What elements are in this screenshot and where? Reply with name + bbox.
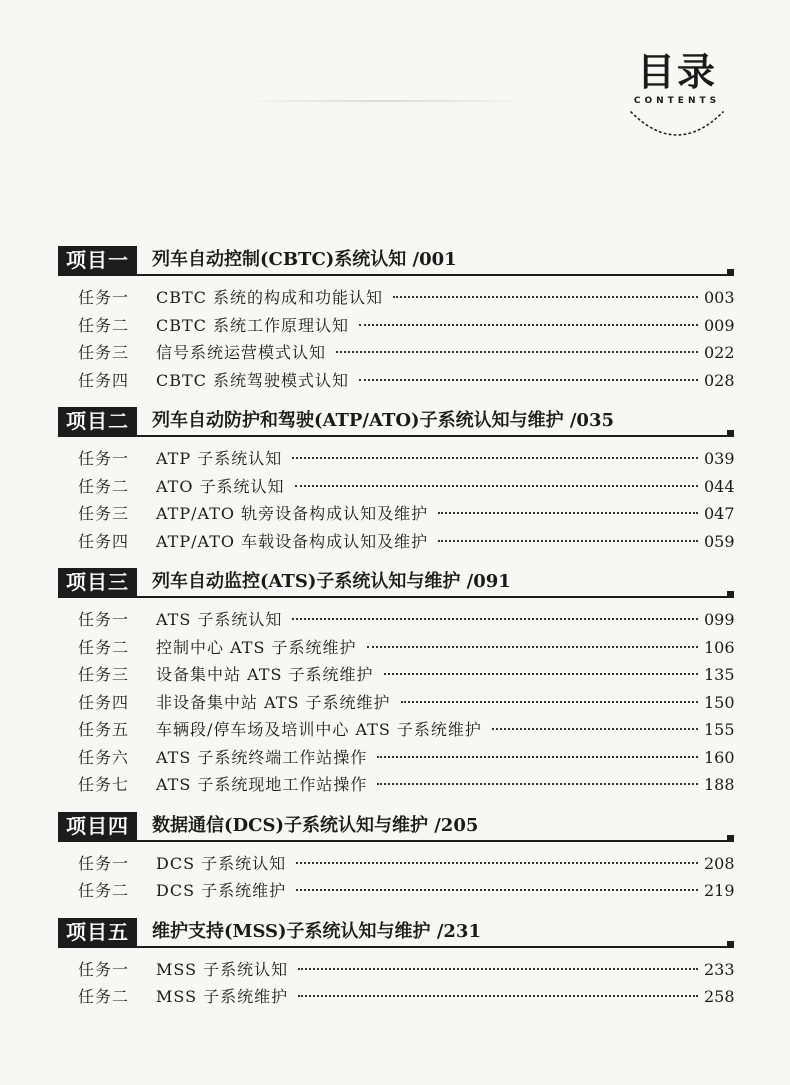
project-title: 列车自动监控(ATS)子系统认知与维护 /091 (152, 571, 511, 592)
project-tag: 项目五 (58, 918, 137, 946)
task-title: 车辆段/停车场及培训中心 ATS 子系统维护 (156, 720, 482, 739)
task-number: 任务六 (78, 747, 130, 767)
task-title: ATS 子系统现地工作站操作 (156, 775, 368, 794)
project-title: 列车自动控制(CBTC)系统认知 /001 (152, 249, 457, 270)
task-number: 任务七 (78, 775, 130, 794)
page-number: 003 (704, 288, 735, 307)
table-of-contents (58, 242, 734, 1020)
task-number: 任务四 (78, 692, 130, 712)
project-rule (58, 840, 734, 842)
task-number: 任务四 (78, 531, 130, 551)
dotted-arc-ornament (627, 108, 727, 142)
dot-leader (401, 701, 699, 703)
dot-leader (438, 540, 698, 542)
project-tag: 项目三 (58, 568, 137, 596)
page-number: 155 (704, 720, 735, 739)
dot-leader (359, 379, 698, 381)
page-number: 022 (704, 343, 735, 362)
task-number: 任务二 (78, 881, 130, 900)
task-entry[interactable] (58, 850, 734, 878)
task-entry[interactable] (58, 983, 734, 1011)
task-title: 信号系统运营模式认知 (156, 343, 327, 362)
task-entry[interactable] (58, 473, 734, 501)
task-title: CBTC 系统工作原理认知 (156, 315, 350, 335)
page-number: 188 (704, 775, 735, 794)
task-entry[interactable] (58, 877, 734, 905)
task-list (58, 956, 734, 1011)
task-number: 任务二 (78, 476, 130, 496)
dot-leader (359, 324, 698, 326)
task-title: ATP/ATO 车载设备构成认知及维护 (156, 531, 429, 551)
page-number: 208 (704, 853, 735, 873)
task-title: DCS 子系统认知 (156, 853, 287, 873)
page-number: 106 (704, 637, 735, 657)
rule-end-square (727, 269, 734, 276)
page-number: 219 (704, 881, 735, 900)
task-number: 任务四 (78, 370, 130, 390)
page-number: 044 (704, 476, 735, 496)
page-number: 160 (704, 747, 735, 767)
dot-leader (377, 756, 698, 758)
dot-leader (438, 512, 698, 514)
task-entry[interactable] (58, 445, 734, 473)
task-number: 任务三 (78, 504, 130, 523)
dot-leader (295, 485, 698, 487)
task-list (58, 606, 734, 799)
page-number: 047 (704, 504, 735, 523)
task-title: 设备集中站 ATS 子系统维护 (156, 665, 374, 684)
dot-leader (296, 889, 698, 891)
task-number: 任务一 (78, 288, 130, 307)
task-title: ATS 子系统认知 (156, 610, 283, 629)
task-title: DCS 子系统维护 (156, 881, 287, 900)
page-subtitle: CONTENTS (633, 96, 721, 106)
project-rule (58, 435, 734, 437)
task-entry[interactable] (58, 528, 734, 556)
project-tag: 项目一 (58, 246, 137, 274)
task-entry[interactable] (58, 744, 734, 772)
project-title: 维护支持(MSS)子系统认知与维护 /231 (152, 920, 481, 942)
task-number: 任务二 (78, 315, 130, 335)
task-title: ATP 子系统认知 (156, 449, 283, 468)
task-list (58, 284, 734, 394)
task-entry[interactable] (58, 606, 734, 634)
task-title: ATO 子系统认知 (156, 476, 285, 496)
project-heading[interactable] (58, 564, 734, 598)
task-number: 任务一 (78, 449, 130, 468)
contents-header (622, 50, 732, 142)
dot-leader (292, 618, 698, 620)
task-number: 任务一 (78, 853, 130, 873)
project-tag: 项目二 (58, 407, 137, 435)
task-list (58, 850, 734, 905)
page-number: 059 (704, 531, 735, 551)
task-entry[interactable] (58, 716, 734, 744)
task-number: 任务三 (78, 343, 130, 362)
task-entry[interactable] (58, 956, 734, 984)
page-title: 目录 (636, 49, 717, 94)
dot-leader (296, 862, 698, 864)
task-entry[interactable] (58, 634, 734, 662)
dot-leader (298, 968, 698, 970)
dot-leader (492, 728, 698, 730)
task-entry[interactable] (58, 312, 734, 340)
task-number: 任务二 (78, 987, 130, 1006)
project-heading[interactable] (58, 403, 734, 437)
task-entry[interactable] (58, 500, 734, 528)
scan-artifact (240, 100, 530, 102)
task-title: CBTC 系统的构成和功能认知 (156, 288, 384, 307)
task-title: ATP/ATO 轨旁设备构成认知及维护 (156, 504, 429, 523)
rule-end-square (727, 430, 734, 437)
page-number: 009 (704, 315, 735, 335)
page-number: 135 (704, 665, 735, 684)
project-rule (58, 946, 734, 948)
page-number: 233 (704, 959, 735, 979)
page-number: 028 (704, 370, 735, 390)
dot-leader (336, 351, 698, 353)
task-entry[interactable] (58, 284, 734, 312)
page-number: 150 (704, 692, 735, 712)
rule-end-square (727, 941, 734, 948)
task-title: MSS 子系统维护 (156, 987, 289, 1006)
dot-leader (298, 995, 698, 997)
task-title: CBTC 系统驾驶模式认知 (156, 370, 350, 390)
dot-leader (377, 783, 698, 785)
task-number: 任务三 (78, 665, 130, 684)
project-heading[interactable] (58, 914, 734, 948)
dot-leader (292, 457, 698, 459)
task-entry[interactable] (58, 771, 734, 799)
task-number: 任务一 (78, 959, 130, 979)
project-title: 列车自动防护和驾驶(ATP/ATO)子系统认知与维护 /035 (152, 410, 614, 431)
task-title: ATS 子系统终端工作站操作 (156, 747, 368, 767)
page-number: 258 (704, 987, 735, 1006)
project-tag: 项目四 (58, 812, 137, 840)
page-number: 039 (704, 449, 735, 468)
task-list (58, 445, 734, 555)
project-heading[interactable] (58, 808, 734, 842)
task-entry[interactable] (58, 367, 734, 395)
task-title: 控制中心 ATS 子系统维护 (156, 637, 357, 657)
task-number: 任务二 (78, 637, 130, 657)
rule-end-square (727, 591, 734, 598)
page-number: 099 (704, 610, 735, 629)
task-number: 任务五 (78, 720, 130, 739)
task-entry[interactable] (58, 339, 734, 367)
task-title: MSS 子系统认知 (156, 959, 289, 979)
project-rule (58, 274, 734, 276)
rule-end-square (727, 835, 734, 842)
task-title: 非设备集中站 ATS 子系统维护 (156, 692, 391, 712)
dot-leader (393, 296, 698, 298)
task-entry[interactable] (58, 689, 734, 717)
project-rule (58, 596, 734, 598)
project-heading[interactable] (58, 242, 734, 276)
project-title: 数据通信(DCS)子系统认知与维护 /205 (152, 814, 479, 836)
dot-leader (367, 646, 699, 648)
dot-leader (384, 673, 699, 675)
task-number: 任务一 (78, 610, 130, 629)
task-entry[interactable] (58, 661, 734, 689)
